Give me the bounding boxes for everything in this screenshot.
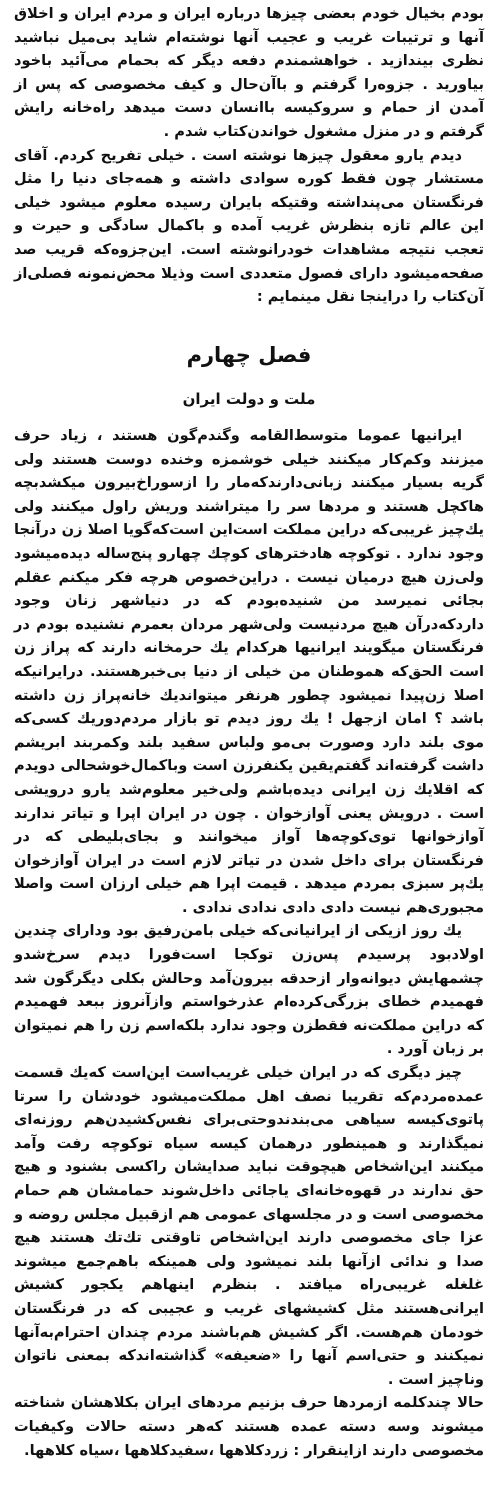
chapter-paragraph-1: ایرانیها عموما متوسط‌القامه وگندم‌گون هستند ، زیاد حرف میزنند وکم‌کار میکنند خیلی خوشمزه وخنده دوست هستند ولی گریه بسیار میکنند زبانی‌دارندکه‌مار را ازسوراخ‌بیرون میکشدبچه هاکچل هستند و مردها سر را میتراشند وریش راول میکنند ولی یك‌چیز غریبی‌که دراین مملکت است‌این است‌که‌گویا اصلا زن درآنجا وجود ندارد . توکوچه هادخترهای کوچك چهارو پنج‌ساله دیده‌میشود ولی‌زن هیچ درمیان نیست . دراین‌خصوص هرچه فکر میکنم عقلم بجائی نمیرسد من شنیده‌بودم که در دنیاشهر زنان وجود داردکه‌درآن هیچ مردنیست ولی‌شهر مردان بعمرم نشنیده بودم در فرنگستان میگویند ایرانیها هرکدام یك حرمخانه دارند که پراز زن است الحق‌که هموطنان من خیلی از دنیا بی‌خبرهستند. درایرانیکه اصلا زن‌پیدا نمیشود چطور هرنفر میتواندیك خانه‌پراز زن داشته باشد ؟ امان ازجهل ! یك روز دیدم تو بازار مردم‌دوریك کسی‌که موی بلند دارد وصورت بی‌مو ولباس سفید بلند وکمربند ابریشم داشت گرفته‌اند گفتم‌یقین یکنفرزن است وباکمال‌خوشحالی دویدم که اقلایك زن ایرانی دیده‌باشم ولی‌خیر معلوم‌شد یارو درویشی است . درویش یعنی آوازخوان . چون در ایران اپرا و تیاتر ندارند آوازخوانها توی‌کوچه‌ها آواز میخوانند و بجای‌بلیطی که در فرنگستان برای داخل شدن در تیاتر لازم است در ایران آوازخوان یك‌پر سبزی بمردم میدهد . قیمت اپرا هم خیلی ارزان است واصلا مجبوری‌هم نیست دادی دادی ندادی ندادی . [14, 427, 484, 916]
chapter-paragraph-4: حالا چندکلمه ازمردها حرف بزنیم مردهای ایران بکلاهشان شناخته میشوند وسه دسته عمده هستند که‌هر دسته حالات وکیفیات مخصوصی دارند ازاینقرار : زردکلاهها ،سفیدکلاهها ،سیاه کلاهها. [14, 1394, 484, 1459]
chapter-paragraph-3: چیز دیگری که در ایران خیلی غریب‌است این‌است که‌یك قسمت عمده‌مردم‌که تقریبا نصف اهل مملکت‌میشود خودشان را سرتا پاتوی‌کیسه سیاهی می‌بندندوحتی‌برای نفس‌کشیدن‌هم روزنه‌ای نمیگذارند و همینطور درهمان کیسه سیاه توکوچه رفت وآمد میکنند این‌اشخاص هیچوقت نباید صدایشان راکسی بشنود و هیچ حق ندارند در قهوه‌خانه‌ای یاجائی داخل‌شوند حمامشان هم حمام مخصوصی است و در مجلسهای عمومی هم ازقبیل مجلس روضه و عزا جای مخصوصی دارند این‌اشخاص تاوقتی تك‌تك هستند هیچ صدا و ندائی ازآنها بلند نمیشود ولی همینکه باهم‌جمع میشوند غلغله غریبی‌راه میافتد . بنظرم اینهاهم یکجور کشیش ایرانی‌هستند مثل کشیشهای غریب و عجیبی که در فرنگستان خودمان هم‌هست. اگر کشیش هم‌باشند مردم چندان احترام‌به‌آنها نمیکنند و حتی‌اسم آنها را «ضعیفه» گذاشته‌اندکه بمعنی ناتوان وناچیز است . [14, 1064, 484, 1388]
chapter-title: فصل چهارم [186, 343, 312, 367]
chapter-subtitle: ملت و دولت ایران [182, 390, 316, 408]
intro-paragraph-1: بودم بخیال خودم بعضی چیزها درباره ایران و مردم ایران و اخلاق آنها و ترتیبات غریب و عجیب آنها نوشته‌ام شاید بی‌میل نباشید نظری بیندازید . خواهشمندم دفعه دیگر که بحمام می‌آئید باخود بیاورید . جزوه‌را گرفتم و باآن‌حال و کیف مخصوصی که پس از آمدن از حمام و سروکیسه باانسان دست میدهد راه‌خانه رایش گرفتم و در منزل مشغول خواندن‌کتاب شدم . [14, 5, 484, 140]
intro-section [14, 2, 484, 309]
chapter-paragraph-2: یك روز ازیکی از ایرانیانی‌که خیلی بامن‌رفیق بود ودارای چندین اولادبود پرسیدم پس‌زن توکجا است‌فورا دیدم سرخ‌شدو چشمهایش دیوانه‌وار ازحدقه بیرون‌آمد وحالش بکلی دیگرگون شد فهمیدم خطای بزرگی‌کرده‌ام عذرخواستم وازآنروز ببعد فهمیدم که دراین مملکت‌نه فقطزن وجود ندارد بلکه‌اسم زن را هم نمیتوان بر زبان آورد . [14, 922, 484, 1058]
chapter-body [14, 424, 484, 1462]
chapter-heading-block [14, 340, 484, 370]
intro-paragraph-2: دیدم یارو معقول چیزها نوشته است . خیلی تفریح کردم. آقای مستشار چون فقط کوره سوادی داشته و همه‌جای دنیا را مثل فرنگستان می‌پنداشته وقتیکه بایران رسیده معلوم میشود خیلی این عالم تازه بنظرش غریب آمده و باکمال سادگی و حیرت و تعجب نتیجه مشاهدات خودرانوشته است. این‌جزوه‌که قریب صد صفحه‌میشود دارای فصول متعددی است وذیلا محض‌نمونه فصلی‌از آن‌کتاب را دراینجا نقل مینمایم : [14, 146, 484, 306]
chapter-subheading-block [14, 386, 484, 412]
